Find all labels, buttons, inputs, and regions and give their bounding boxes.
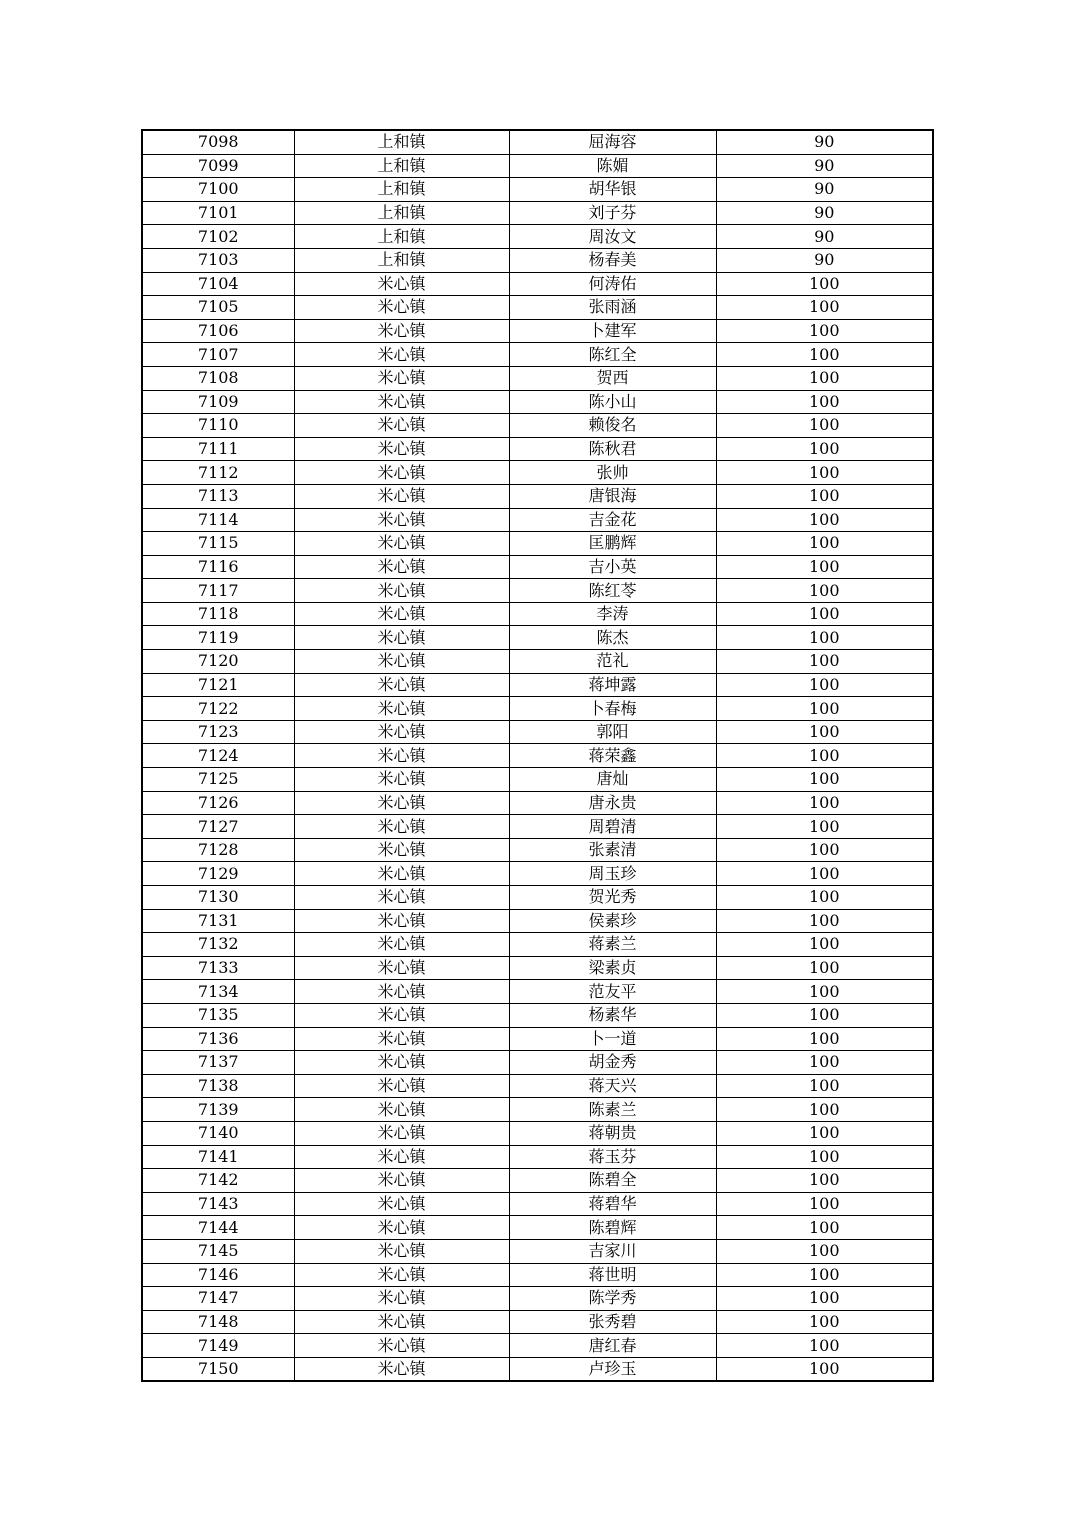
table-row (142, 1121, 933, 1145)
row-number-cell: 7129 (142, 862, 294, 886)
table-row (142, 1216, 933, 1240)
town-cell: 米心镇 (294, 1263, 509, 1287)
town-cell: 米心镇 (294, 791, 509, 815)
name-cell: 张素清 (509, 838, 716, 862)
town-cell: 米心镇 (294, 343, 509, 367)
name-cell: 匡鹏辉 (509, 532, 716, 556)
row-number-cell: 7115 (142, 532, 294, 556)
amount-cell: 90 (716, 225, 933, 249)
row-number-cell: 7149 (142, 1334, 294, 1358)
data-table (141, 129, 934, 1382)
town-cell: 米心镇 (294, 1310, 509, 1334)
table-row (142, 980, 933, 1004)
amount-cell: 100 (716, 508, 933, 532)
table-row (142, 437, 933, 461)
amount-cell: 100 (716, 697, 933, 721)
name-cell: 周玉珍 (509, 862, 716, 886)
row-number-cell: 7139 (142, 1098, 294, 1122)
row-number-cell: 7126 (142, 791, 294, 815)
row-number-cell: 7127 (142, 815, 294, 839)
town-cell: 米心镇 (294, 1098, 509, 1122)
name-cell: 蒋荣鑫 (509, 744, 716, 768)
town-cell: 米心镇 (294, 1287, 509, 1311)
amount-cell: 100 (716, 768, 933, 792)
town-cell: 米心镇 (294, 1239, 509, 1263)
table-row (142, 225, 933, 249)
name-cell: 张秀碧 (509, 1310, 716, 1334)
table-row (142, 1334, 933, 1358)
amount-cell: 100 (716, 1003, 933, 1027)
amount-cell: 100 (716, 626, 933, 650)
amount-cell: 100 (716, 390, 933, 414)
town-cell: 米心镇 (294, 980, 509, 1004)
amount-cell: 100 (716, 1098, 933, 1122)
row-number-cell: 7136 (142, 1027, 294, 1051)
town-cell: 米心镇 (294, 744, 509, 768)
amount-cell: 100 (716, 791, 933, 815)
name-cell: 陈杰 (509, 626, 716, 650)
table-row (142, 744, 933, 768)
name-cell: 胡华银 (509, 178, 716, 202)
row-number-cell: 7132 (142, 933, 294, 957)
row-number-cell: 7114 (142, 508, 294, 532)
table-row (142, 366, 933, 390)
amount-cell: 100 (716, 1334, 933, 1358)
name-cell: 范礼 (509, 650, 716, 674)
table-row (142, 720, 933, 744)
town-cell: 上和镇 (294, 154, 509, 178)
town-cell: 米心镇 (294, 1169, 509, 1193)
row-number-cell: 7146 (142, 1263, 294, 1287)
town-cell: 米心镇 (294, 555, 509, 579)
table-row (142, 319, 933, 343)
table-row (142, 886, 933, 910)
table-row (142, 1027, 933, 1051)
town-cell: 米心镇 (294, 838, 509, 862)
table-row (142, 484, 933, 508)
table-row (142, 154, 933, 178)
table-row (142, 1239, 933, 1263)
row-number-cell: 7138 (142, 1074, 294, 1098)
name-cell: 吉家川 (509, 1239, 716, 1263)
town-cell: 米心镇 (294, 296, 509, 320)
row-number-cell: 7099 (142, 154, 294, 178)
name-cell: 唐红春 (509, 1334, 716, 1358)
name-cell: 杨素华 (509, 1003, 716, 1027)
row-number-cell: 7148 (142, 1310, 294, 1334)
row-number-cell: 7124 (142, 744, 294, 768)
name-cell: 屈海容 (509, 130, 716, 154)
town-cell: 米心镇 (294, 768, 509, 792)
table-body (142, 130, 933, 1381)
town-cell: 米心镇 (294, 508, 509, 532)
amount-cell: 90 (716, 248, 933, 272)
name-cell: 蒋朝贵 (509, 1121, 716, 1145)
amount-cell: 100 (716, 579, 933, 603)
table-row (142, 956, 933, 980)
amount-cell: 100 (716, 343, 933, 367)
table-row (142, 1192, 933, 1216)
table-row (142, 201, 933, 225)
amount-cell: 100 (716, 602, 933, 626)
town-cell: 上和镇 (294, 201, 509, 225)
name-cell: 蒋坤露 (509, 673, 716, 697)
town-cell: 米心镇 (294, 532, 509, 556)
table-row (142, 838, 933, 862)
amount-cell: 100 (716, 1287, 933, 1311)
row-number-cell: 7150 (142, 1357, 294, 1381)
table-row (142, 296, 933, 320)
name-cell: 赖俊名 (509, 414, 716, 438)
town-cell: 米心镇 (294, 1074, 509, 1098)
row-number-cell: 7128 (142, 838, 294, 862)
table-row (142, 933, 933, 957)
name-cell: 张雨涵 (509, 296, 716, 320)
table-row (142, 650, 933, 674)
row-number-cell: 7140 (142, 1121, 294, 1145)
row-number-cell: 7130 (142, 886, 294, 910)
row-number-cell: 7120 (142, 650, 294, 674)
name-cell: 范友平 (509, 980, 716, 1004)
row-number-cell: 7118 (142, 602, 294, 626)
name-cell: 侯素珍 (509, 909, 716, 933)
name-cell: 陈小山 (509, 390, 716, 414)
name-cell: 卜建军 (509, 319, 716, 343)
amount-cell: 100 (716, 886, 933, 910)
town-cell: 米心镇 (294, 1121, 509, 1145)
amount-cell: 100 (716, 272, 933, 296)
name-cell: 陈红苓 (509, 579, 716, 603)
row-number-cell: 7112 (142, 461, 294, 485)
amount-cell: 100 (716, 720, 933, 744)
row-number-cell: 7109 (142, 390, 294, 414)
amount-cell: 100 (716, 1310, 933, 1334)
town-cell: 米心镇 (294, 815, 509, 839)
name-cell: 蒋天兴 (509, 1074, 716, 1098)
row-number-cell: 7116 (142, 555, 294, 579)
amount-cell: 100 (716, 980, 933, 1004)
row-number-cell: 7103 (142, 248, 294, 272)
name-cell: 卜一道 (509, 1027, 716, 1051)
table-row (142, 390, 933, 414)
name-cell: 陈碧全 (509, 1169, 716, 1193)
table-row (142, 130, 933, 154)
town-cell: 米心镇 (294, 1357, 509, 1381)
table-row (142, 626, 933, 650)
table-row (142, 248, 933, 272)
amount-cell: 100 (716, 1263, 933, 1287)
town-cell: 米心镇 (294, 602, 509, 626)
amount-cell: 100 (716, 956, 933, 980)
amount-cell: 90 (716, 130, 933, 154)
town-cell: 米心镇 (294, 272, 509, 296)
table-row (142, 178, 933, 202)
town-cell: 米心镇 (294, 1051, 509, 1075)
table-row (142, 1310, 933, 1334)
name-cell: 何涛佑 (509, 272, 716, 296)
name-cell: 陈红全 (509, 343, 716, 367)
amount-cell: 100 (716, 650, 933, 674)
row-number-cell: 7133 (142, 956, 294, 980)
amount-cell: 100 (716, 414, 933, 438)
town-cell: 米心镇 (294, 697, 509, 721)
amount-cell: 100 (716, 1239, 933, 1263)
name-cell: 李涛 (509, 602, 716, 626)
table-row (142, 1287, 933, 1311)
name-cell: 唐灿 (509, 768, 716, 792)
table-row (142, 1357, 933, 1381)
table-row (142, 697, 933, 721)
amount-cell: 100 (716, 296, 933, 320)
name-cell: 唐银海 (509, 484, 716, 508)
name-cell: 蒋玉芬 (509, 1145, 716, 1169)
town-cell: 米心镇 (294, 720, 509, 744)
row-number-cell: 7106 (142, 319, 294, 343)
row-number-cell: 7117 (142, 579, 294, 603)
table-row (142, 791, 933, 815)
amount-cell: 100 (716, 815, 933, 839)
table-row (142, 1098, 933, 1122)
amount-cell: 100 (716, 1216, 933, 1240)
amount-cell: 100 (716, 1051, 933, 1075)
name-cell: 梁素贞 (509, 956, 716, 980)
town-cell: 米心镇 (294, 579, 509, 603)
table-row (142, 909, 933, 933)
town-cell: 米心镇 (294, 673, 509, 697)
town-cell: 米心镇 (294, 909, 509, 933)
amount-cell: 100 (716, 366, 933, 390)
town-cell: 米心镇 (294, 437, 509, 461)
amount-cell: 100 (716, 484, 933, 508)
town-cell: 米心镇 (294, 1216, 509, 1240)
town-cell: 米心镇 (294, 390, 509, 414)
row-number-cell: 7107 (142, 343, 294, 367)
table-row (142, 555, 933, 579)
name-cell: 周碧清 (509, 815, 716, 839)
table-row (142, 1169, 933, 1193)
table-row (142, 343, 933, 367)
name-cell: 张帅 (509, 461, 716, 485)
amount-cell: 100 (716, 319, 933, 343)
row-number-cell: 7104 (142, 272, 294, 296)
town-cell: 米心镇 (294, 650, 509, 674)
row-number-cell: 7134 (142, 980, 294, 1004)
amount-cell: 100 (716, 1027, 933, 1051)
table-row (142, 508, 933, 532)
row-number-cell: 7113 (142, 484, 294, 508)
name-cell: 胡金秀 (509, 1051, 716, 1075)
name-cell: 贺光秀 (509, 886, 716, 910)
town-cell: 上和镇 (294, 225, 509, 249)
row-number-cell: 7141 (142, 1145, 294, 1169)
row-number-cell: 7122 (142, 697, 294, 721)
town-cell: 米心镇 (294, 956, 509, 980)
name-cell: 陈碧辉 (509, 1216, 716, 1240)
town-cell: 米心镇 (294, 1192, 509, 1216)
row-number-cell: 7135 (142, 1003, 294, 1027)
name-cell: 吉小英 (509, 555, 716, 579)
town-cell: 米心镇 (294, 484, 509, 508)
name-cell: 郭阳 (509, 720, 716, 744)
name-cell: 卢珍玉 (509, 1357, 716, 1381)
table-row (142, 272, 933, 296)
amount-cell: 100 (716, 1192, 933, 1216)
table-row (142, 532, 933, 556)
name-cell: 唐永贵 (509, 791, 716, 815)
row-number-cell: 7108 (142, 366, 294, 390)
table-row (142, 862, 933, 886)
row-number-cell: 7111 (142, 437, 294, 461)
row-number-cell: 7137 (142, 1051, 294, 1075)
town-cell: 米心镇 (294, 461, 509, 485)
table-row (142, 815, 933, 839)
name-cell: 吉金花 (509, 508, 716, 532)
table-row (142, 1051, 933, 1075)
row-number-cell: 7147 (142, 1287, 294, 1311)
amount-cell: 100 (716, 437, 933, 461)
name-cell: 陈秋君 (509, 437, 716, 461)
town-cell: 米心镇 (294, 626, 509, 650)
row-number-cell: 7098 (142, 130, 294, 154)
row-number-cell: 7105 (142, 296, 294, 320)
table-row (142, 579, 933, 603)
amount-cell: 100 (716, 744, 933, 768)
amount-cell: 90 (716, 201, 933, 225)
amount-cell: 100 (716, 909, 933, 933)
table-row (142, 1263, 933, 1287)
table-row (142, 461, 933, 485)
town-cell: 米心镇 (294, 1003, 509, 1027)
amount-cell: 100 (716, 673, 933, 697)
name-cell: 蒋碧华 (509, 1192, 716, 1216)
amount-cell: 100 (716, 532, 933, 556)
name-cell: 蒋素兰 (509, 933, 716, 957)
name-cell: 周汝文 (509, 225, 716, 249)
row-number-cell: 7110 (142, 414, 294, 438)
table-row (142, 1074, 933, 1098)
amount-cell: 100 (716, 1357, 933, 1381)
row-number-cell: 7100 (142, 178, 294, 202)
row-number-cell: 7125 (142, 768, 294, 792)
row-number-cell: 7142 (142, 1169, 294, 1193)
town-cell: 上和镇 (294, 130, 509, 154)
amount-cell: 100 (716, 555, 933, 579)
row-number-cell: 7123 (142, 720, 294, 744)
row-number-cell: 7121 (142, 673, 294, 697)
row-number-cell: 7144 (142, 1216, 294, 1240)
town-cell: 米心镇 (294, 319, 509, 343)
town-cell: 米心镇 (294, 366, 509, 390)
amount-cell: 100 (716, 933, 933, 957)
name-cell: 卜春梅 (509, 697, 716, 721)
amount-cell: 100 (716, 1074, 933, 1098)
town-cell: 米心镇 (294, 414, 509, 438)
amount-cell: 100 (716, 461, 933, 485)
amount-cell: 100 (716, 862, 933, 886)
table-row (142, 602, 933, 626)
town-cell: 米心镇 (294, 886, 509, 910)
amount-cell: 100 (716, 1169, 933, 1193)
name-cell: 蒋世明 (509, 1263, 716, 1287)
row-number-cell: 7145 (142, 1239, 294, 1263)
row-number-cell: 7101 (142, 201, 294, 225)
row-number-cell: 7102 (142, 225, 294, 249)
name-cell: 陈媚 (509, 154, 716, 178)
town-cell: 米心镇 (294, 1027, 509, 1051)
table-row (142, 1145, 933, 1169)
name-cell: 陈学秀 (509, 1287, 716, 1311)
town-cell: 米心镇 (294, 862, 509, 886)
name-cell: 贺西 (509, 366, 716, 390)
amount-cell: 100 (716, 1121, 933, 1145)
name-cell: 刘子芬 (509, 201, 716, 225)
row-number-cell: 7143 (142, 1192, 294, 1216)
town-cell: 米心镇 (294, 1334, 509, 1358)
table-row (142, 768, 933, 792)
amount-cell: 90 (716, 154, 933, 178)
table-row (142, 1003, 933, 1027)
amount-cell: 100 (716, 1145, 933, 1169)
town-cell: 米心镇 (294, 1145, 509, 1169)
table-row (142, 414, 933, 438)
name-cell: 陈素兰 (509, 1098, 716, 1122)
town-cell: 上和镇 (294, 178, 509, 202)
amount-cell: 100 (716, 838, 933, 862)
town-cell: 米心镇 (294, 933, 509, 957)
table-row (142, 673, 933, 697)
row-number-cell: 7119 (142, 626, 294, 650)
amount-cell: 90 (716, 178, 933, 202)
name-cell: 杨春美 (509, 248, 716, 272)
town-cell: 上和镇 (294, 248, 509, 272)
row-number-cell: 7131 (142, 909, 294, 933)
